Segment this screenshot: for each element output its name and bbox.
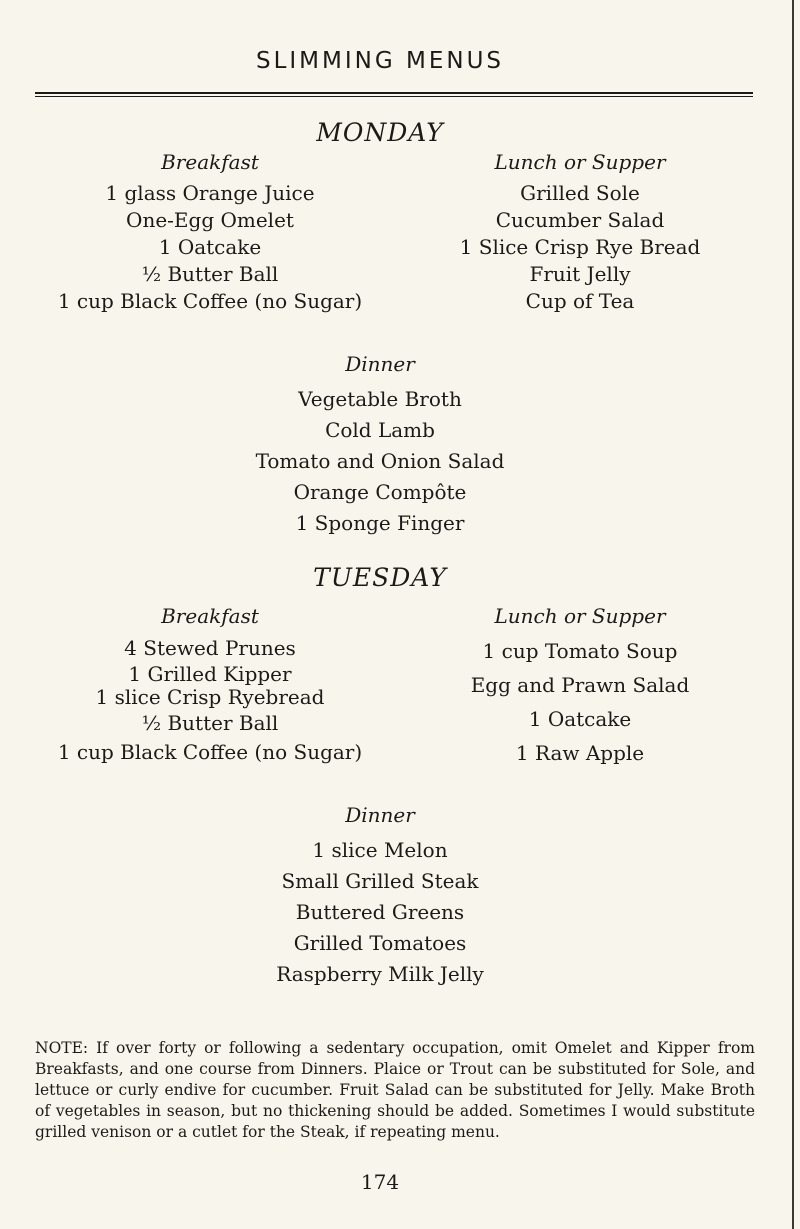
menu-item: ½ Butter Ball [141, 262, 279, 286]
menu-item: Vegetable Broth [298, 387, 462, 411]
menu-item: 1 Raw Apple [515, 741, 645, 765]
menu-item: Egg and Prawn Salad [470, 673, 690, 697]
menu-item: ½ Butter Ball [141, 711, 279, 735]
menu-item: 1 slice Crisp Ryebread [95, 685, 325, 709]
menu-item: 1 Oatcake [158, 235, 262, 259]
menu-item: Grilled Tomatoes [293, 931, 467, 955]
menu-item: Orange Compôte [293, 480, 467, 504]
monday-dinner-heading: Dinner [345, 352, 415, 376]
menu-item: Cup of Tea [525, 289, 635, 313]
header-rule-thin [35, 96, 753, 97]
menu-item: Cold Lamb [325, 418, 435, 442]
menu-item: Tomato and Onion Salad [255, 449, 505, 473]
menu-item: Buttered Greens [295, 900, 465, 924]
monday-lunch-heading: Lunch or Supper [494, 150, 666, 174]
page-number: 174 [360, 1170, 400, 1194]
menu-item: Cucumber Salad [495, 208, 665, 232]
tuesday-dinner [0, 803, 760, 990]
monday-breakfast [40, 150, 380, 315]
menu-item: 1 cup Black Coffee (no Sugar) [57, 740, 363, 764]
page-edge-line [792, 0, 794, 1229]
monday-lunch [420, 150, 740, 315]
tuesday-lunch-heading: Lunch or Supper [494, 604, 666, 628]
menu-item: 1 cup Tomato Soup [482, 639, 678, 663]
monday-breakfast-heading: Breakfast [161, 150, 259, 174]
menu-item: Grilled Sole [520, 181, 640, 205]
menu-item: 4 Stewed Prunes [124, 636, 296, 660]
tuesday-dinner-heading: Dinner [345, 803, 415, 827]
menu-item: 1 glass Orange Juice [105, 181, 315, 205]
menu-item: 1 Oatcake [528, 707, 632, 731]
menu-item: 1 Grilled Kipper [128, 662, 292, 686]
tuesday-breakfast [40, 604, 380, 767]
note-paragraph: NOTE: If over forty or following a sedentary occupation, omit Omelet and Kipper from Breakfasts, and one course from Dinners. Plaice or Trout can be substituted for Sole, and lettuce or curly endive for cucumber. Fruit Salad can be substituted for Jelly. Make Broth of vegetables in season, but no thickening should be added. Sometimes I would substitute grilled venison or a cutlet for the Steak, if repeating menu. [35, 1039, 755, 1141]
menu-item: Small Grilled Steak [281, 869, 479, 893]
monday-dinner [0, 352, 760, 539]
menu-item: Raspberry Milk Jelly [276, 962, 484, 986]
menu-item: 1 Slice Crisp Rye Bread [459, 235, 701, 259]
menu-item: 1 slice Melon [312, 838, 448, 862]
menu-item: 1 cup Black Coffee (no Sugar) [57, 289, 363, 313]
menu-item: Fruit Jelly [529, 262, 631, 286]
tuesday-breakfast-heading: Breakfast [161, 604, 259, 628]
day-title-monday: MONDAY [316, 118, 444, 147]
menu-item: One-Egg Omelet [126, 208, 294, 232]
menu-item: 1 Sponge Finger [295, 511, 465, 535]
header-rule [35, 92, 753, 94]
running-head: SLIMMING MENUS [255, 48, 505, 74]
tuesday-lunch [420, 604, 740, 770]
day-title-tuesday: TUESDAY [313, 563, 447, 592]
